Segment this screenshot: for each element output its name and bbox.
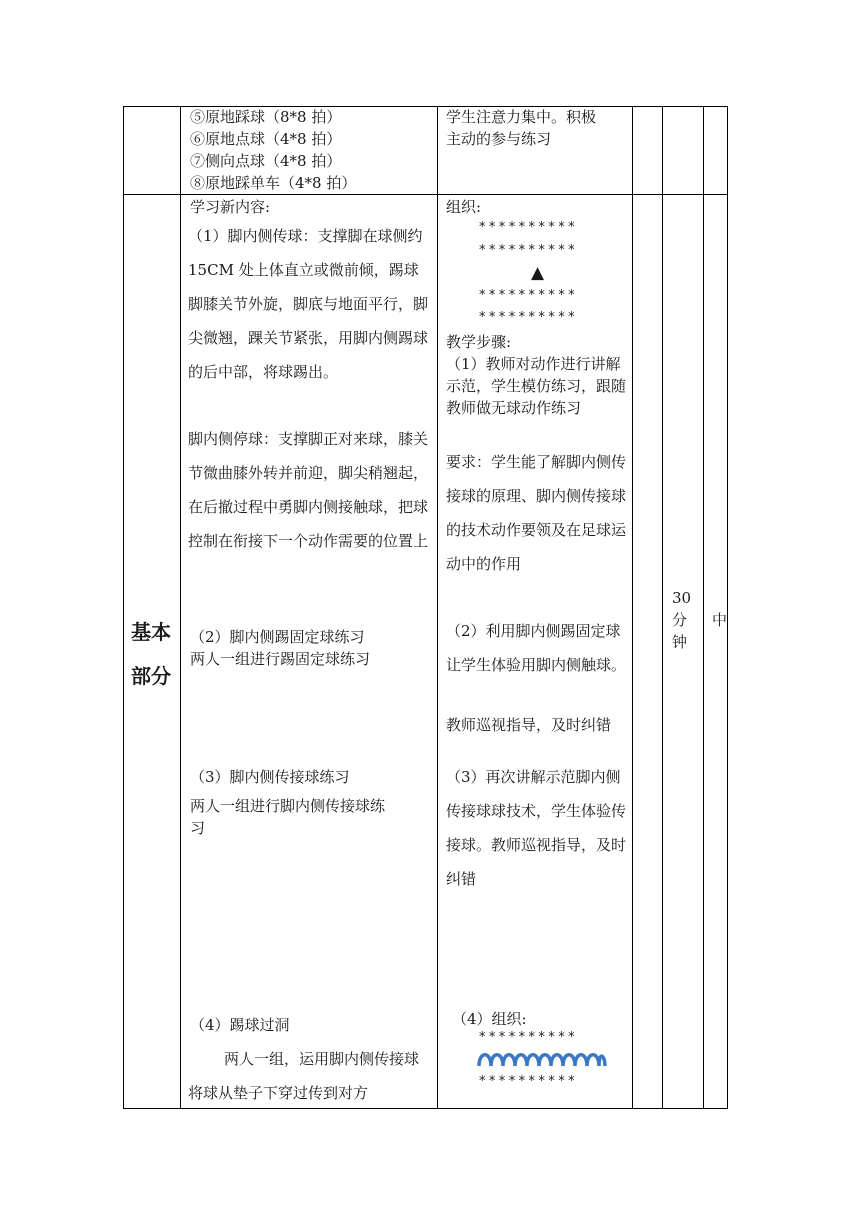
formation-row-1: **********	[479, 220, 578, 235]
col-line-3	[632, 106, 633, 1109]
content-item2-desc: 两人一组进行踢固定球练习	[190, 650, 371, 668]
time-unit-1: 分	[672, 611, 688, 629]
section-label-line1: 基本	[131, 620, 171, 644]
intensity-value: 中	[712, 611, 728, 629]
col-line-4	[662, 106, 663, 1109]
col-line-6	[727, 106, 728, 1109]
col-line-0	[123, 106, 124, 1109]
content-item4-title: （4）踢球过洞	[190, 1016, 290, 1034]
formation-row-2: **********	[479, 243, 578, 258]
formation-row-4: **********	[479, 310, 578, 325]
content-stop-technique: 脚内侧停球：支撑脚正对来球，膝关节微曲膝外转并前迎，脚尖稍翘起，在后撤过程中勇脚内侧接触球，把球控制在衔接下一个动作需要的位置上	[188, 430, 429, 550]
method-step1: （1）教师对动作进行讲解示范，学生模仿练习，跟随教师做无球动作练习	[446, 355, 627, 417]
mat-arches-icon	[476, 1047, 608, 1069]
warmup-method-line2: 主动的参与练习	[446, 130, 552, 148]
warmup-item-8: ⑧原地踩单车（4*8 拍）	[190, 174, 357, 192]
formation4-row-1: **********	[479, 1030, 578, 1045]
content-item3-title: （3）脚内侧传接球练习	[190, 768, 350, 786]
content-item3-desc-line1: 两人一组进行脚内侧传接球练	[190, 797, 386, 815]
method-requirement: 要求：学生能了解脚内侧传接球的原理、脚内侧传接球的技术动作要领及在足球运动中的作用	[446, 453, 627, 573]
col-line-5	[703, 106, 704, 1109]
col-line-1	[180, 106, 181, 1109]
method-steps-label: 教学步骤:	[446, 333, 512, 351]
warmup-item-5: ⑤原地踩球（8*8 拍）	[190, 108, 342, 126]
warmup-method-line1: 学生注意力集中。积极	[446, 108, 597, 126]
col-line-2	[437, 106, 438, 1109]
method-org4-label: （4）组织:	[452, 1010, 527, 1028]
section-label-line2: 部分	[131, 664, 171, 688]
method-step2-note: 教师巡视指导，及时纠错	[446, 716, 612, 734]
warmup-item-6: ⑥原地点球（4*8 拍）	[190, 130, 342, 148]
row-divider	[123, 194, 728, 195]
time-unit-2: 钟	[672, 633, 688, 651]
warmup-item-7: ⑦侧向点球（4*8 拍）	[190, 152, 342, 170]
content-item3-desc-line2: 习	[190, 819, 206, 837]
content-heading: 学习新内容:	[190, 198, 271, 216]
formation4-row-2: **********	[479, 1074, 578, 1089]
content-item4-desc: 两人一组，运用脚内侧传接球将球从垫子下穿过传到对方	[188, 1050, 420, 1102]
time-value: 30	[672, 589, 692, 607]
teacher-marker: ▲	[531, 263, 545, 283]
method-step2: （2）利用脚内侧踢固定球让学生体验用脚内侧触球。	[446, 622, 627, 674]
content-item2-title: （2）脚内侧踢固定球练习	[190, 628, 365, 646]
content-pass-technique: （1）脚内侧传球：支撑脚在球侧约 15CM 处上体直立或微前倾，踢球脚膝关节外旋，脚底与地面平行，脚尖微翘，踝关节紧张，用脚内侧踢球的后中部，将球踢出。	[188, 227, 429, 381]
method-org-label: 组织:	[446, 198, 482, 216]
formation-row-3: **********	[479, 288, 578, 303]
method-step3: （3）再次讲解示范脚内侧传接球球技术，学生体验传接球。教师巡视指导，及时纠错	[446, 768, 627, 888]
